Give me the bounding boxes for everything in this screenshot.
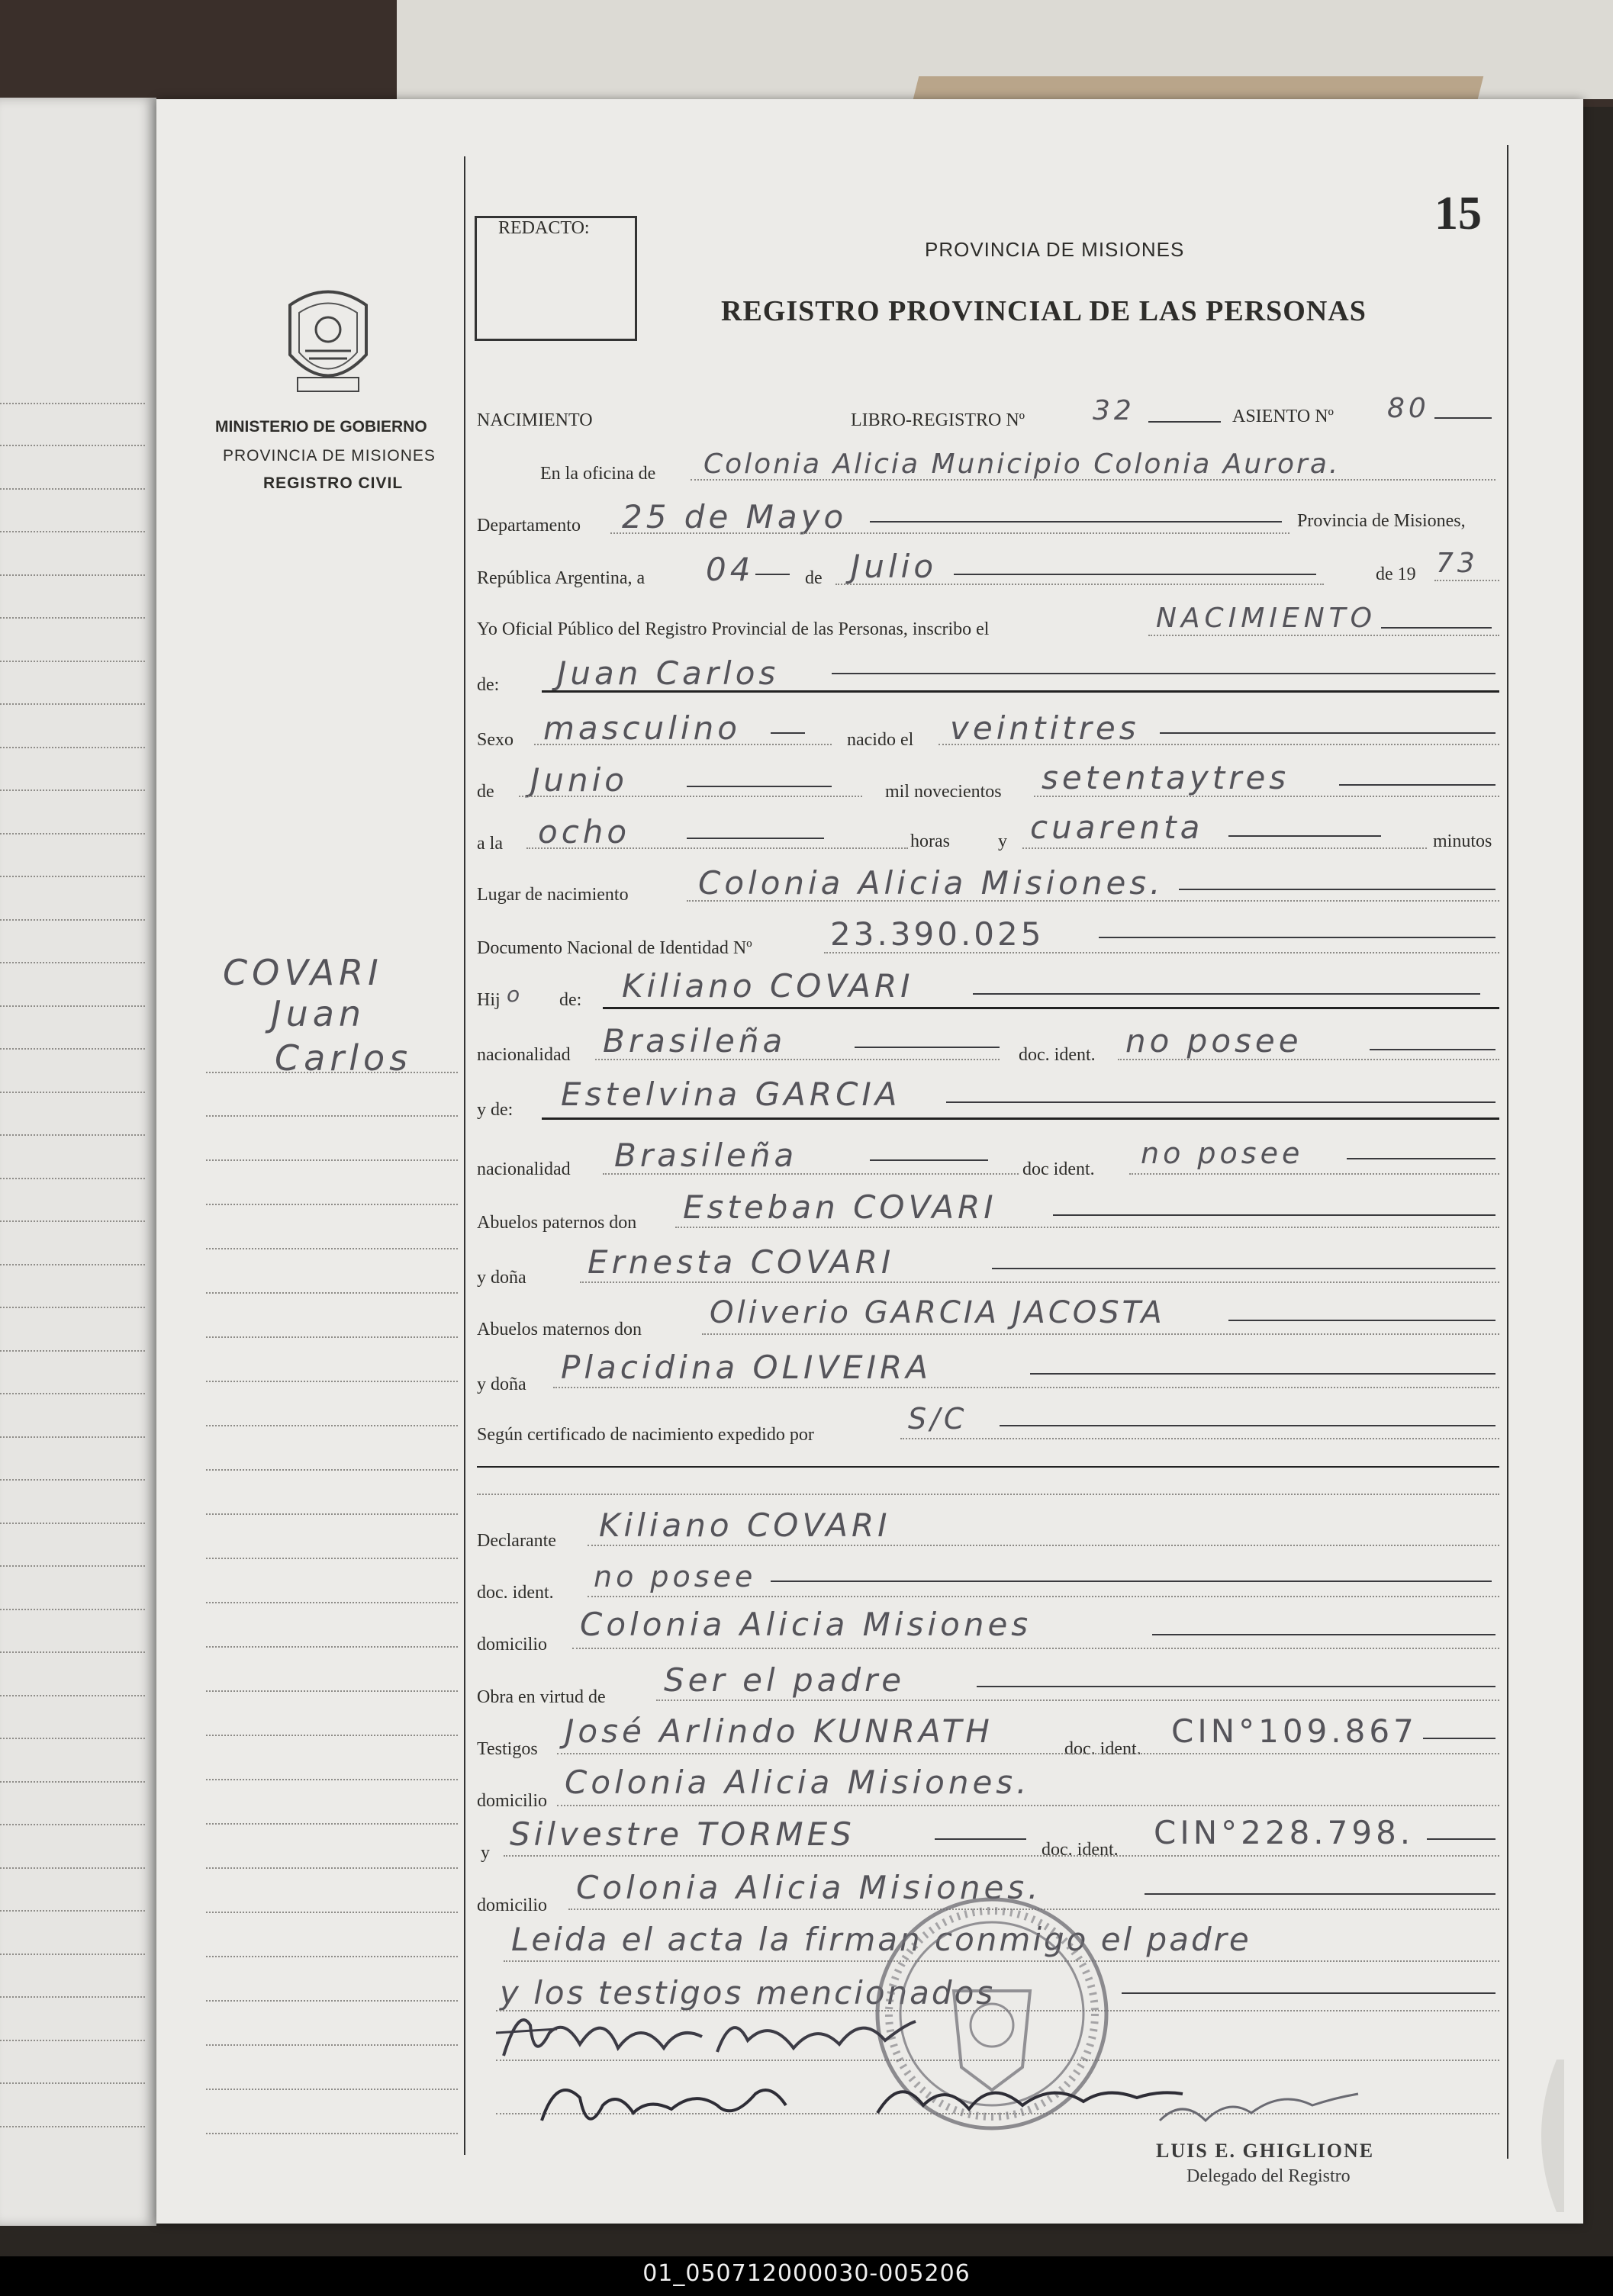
padre-value: Kiliano COVARI	[622, 967, 914, 1005]
libro-value: 32	[1093, 395, 1135, 426]
yo-oficial-label: Yo Oficial Público del Registro Provincial de las Personas, inscribo el	[477, 619, 990, 639]
y-de-label: y de:	[477, 1100, 514, 1120]
margin-given-1: Juan	[271, 993, 366, 1034]
testigo1-dom-value: Colonia Alicia Misiones.	[565, 1764, 1031, 1801]
right-rule	[1507, 145, 1508, 2159]
father-signature-icon	[488, 2002, 961, 2071]
y-dona-label: y doña	[477, 1268, 526, 1288]
doc-ident-label: doc. ident.	[1019, 1045, 1096, 1065]
decl-domicilio-value: Colonia Alicia Misiones	[580, 1606, 1032, 1643]
lugar-label: Lugar de nacimiento	[477, 885, 629, 905]
anio-nac-value: setentaytres	[1042, 759, 1290, 796]
asiento-label: ASIENTO Nº	[1232, 407, 1334, 426]
testigo2-dom-value: Colonia Alicia Misiones.	[576, 1869, 1042, 1906]
witnesses-signature-icon	[534, 2067, 1373, 2143]
inscribo-value: NACIMIENTO	[1156, 603, 1376, 634]
dni-label: Documento Nacional de Identidad Nº	[477, 938, 752, 958]
book-edge	[913, 76, 1483, 102]
declarante-value: Kiliano COVARI	[599, 1507, 891, 1544]
coat-of-arms-icon	[275, 282, 382, 400]
declarante-label: Declarante	[477, 1531, 556, 1551]
madre-nac-value: Brasileña	[614, 1137, 798, 1174]
ministry-line-2: PROVINCIA DE MISIONES	[223, 447, 436, 465]
de-label: de	[805, 568, 823, 588]
abuela-mat-value: Placidina OLIVEIRA	[561, 1349, 932, 1386]
hora-value: ocho	[538, 813, 631, 851]
page-number: 15	[1434, 188, 1482, 240]
madre-doc-value: no posee	[1141, 1137, 1304, 1170]
a-la-label: a la	[477, 834, 503, 854]
oficina-label: En la oficina de	[540, 464, 656, 484]
departamento-value: 25 de Mayo	[622, 498, 848, 535]
certificado-value: S/C	[908, 1402, 968, 1436]
asiento-value: 80	[1387, 393, 1430, 424]
testigo1-value: José Arlindo KUNRATH	[565, 1712, 993, 1750]
abuelo-mat-value: Oliverio GARCIA JACOSTA	[710, 1295, 1165, 1330]
minutos-value: cuarenta	[1030, 809, 1204, 846]
abuelos-pat-label: Abuelos paternos don	[477, 1213, 637, 1233]
y-label: y	[998, 831, 1007, 851]
image-id-caption: 01_050712000030-005206	[642, 2260, 971, 2287]
domicilio-label-2: domicilio	[477, 1791, 547, 1811]
sexo-label: Sexo	[477, 730, 514, 750]
left-page	[0, 98, 156, 2226]
decl-doc-value: no posee	[594, 1560, 757, 1593]
page-curl	[1511, 2060, 1564, 2212]
mes-nac-value: Junio	[530, 761, 628, 799]
madre-value: Estelvina GARCIA	[561, 1076, 901, 1113]
testigo2-doc-value: CIN°228.798.	[1154, 1814, 1415, 1851]
padre-doc-value: no posee	[1125, 1022, 1302, 1060]
nacionalidad-label: nacionalidad	[477, 1045, 571, 1065]
decl-doc-label: doc. ident.	[477, 1583, 554, 1603]
domicilio-label-3: domicilio	[477, 1896, 547, 1915]
province-heading: PROVINCIA DE MISIONES	[925, 238, 1185, 261]
nombre-value: Juan Carlos	[557, 654, 780, 692]
delegate-name: LUIS E. GHIGLIONE	[1156, 2140, 1375, 2162]
padre-nac-value: Brasileña	[603, 1022, 787, 1060]
nacido-label: nacido el	[847, 730, 914, 750]
minutos-label: minutos	[1433, 831, 1492, 851]
delegate-title: Delegado del Registro	[1186, 2166, 1351, 2186]
doc-ident-label-2: doc ident.	[1022, 1159, 1095, 1179]
registry-title: REGISTRO PROVINCIAL DE LAS PERSONAS	[721, 295, 1367, 327]
oficina-value: Colonia Alicia Municipio Colonia Aurora.	[703, 449, 1341, 480]
horas-label: horas	[910, 831, 950, 851]
certificado-label: Según certificado de nacimiento expedido por	[477, 1425, 814, 1445]
obra-value: Ser el padre	[664, 1661, 906, 1699]
abuelos-mat-label: Abuelos maternos don	[477, 1320, 642, 1339]
libro-label: LIBRO-REGISTRO Nº	[851, 410, 1025, 430]
anio-value: 73	[1436, 548, 1479, 579]
doc-ident-label-3: doc. ident.	[1064, 1739, 1141, 1759]
abuelo-pat-value: Esteban COVARI	[683, 1188, 997, 1226]
anio-label: de 19	[1376, 564, 1416, 584]
y-label-2: y	[481, 1843, 490, 1863]
nacionalidad-label-2: nacionalidad	[477, 1159, 571, 1179]
margin-rule	[464, 156, 465, 2155]
hijo-suffix: o	[507, 982, 524, 1007]
mes-value: Julio	[851, 548, 938, 585]
mil-label: mil novecientos	[885, 782, 1002, 802]
margin-given-2: Carlos	[275, 1037, 413, 1079]
testigo2-value: Silvestre TORMES	[510, 1815, 855, 1853]
testigos-label: Testigos	[477, 1739, 538, 1759]
departamento-label: Departamento	[477, 516, 581, 535]
redacto-label: REDACTO:	[498, 218, 590, 238]
nacido-value: veintitres	[950, 709, 1140, 747]
de-label-3: de	[477, 782, 494, 802]
dni-value: 23.390.025	[830, 915, 1045, 953]
obra-label: Obra en virtud de	[477, 1687, 606, 1707]
y-dona-label-2: y doña	[477, 1375, 526, 1394]
leida-line-2: y los testigos mencionados	[500, 1974, 996, 2011]
ministry-line-1: MINISTERIO DE GOBIERNO	[215, 418, 427, 436]
ministry-line-3: REGISTRO CIVIL	[263, 474, 404, 492]
doc-ident-label-4: doc. ident.	[1042, 1840, 1119, 1860]
lugar-value: Colonia Alicia Misiones.	[698, 864, 1164, 902]
republica-label: República Argentina, a	[477, 568, 646, 588]
provincia-label: Provincia de Misiones,	[1297, 511, 1466, 531]
margin-surname: COVARI	[223, 952, 383, 993]
de-label-4: de:	[559, 990, 582, 1010]
hijo-label: Hij	[477, 990, 501, 1010]
sexo-value: masculino	[543, 709, 741, 747]
domicilio-label: domicilio	[477, 1635, 547, 1654]
testigo1-doc-value: CIN°109.867	[1171, 1712, 1418, 1750]
leida-line-1: Leida el acta la firman conmigo el padre	[511, 1921, 1251, 1958]
act-type-label: NACIMIENTO	[477, 410, 593, 430]
dia-value: 04	[706, 551, 755, 588]
de-label-2: de:	[477, 675, 500, 695]
abuela-pat-value: Ernesta COVARI	[588, 1243, 895, 1281]
